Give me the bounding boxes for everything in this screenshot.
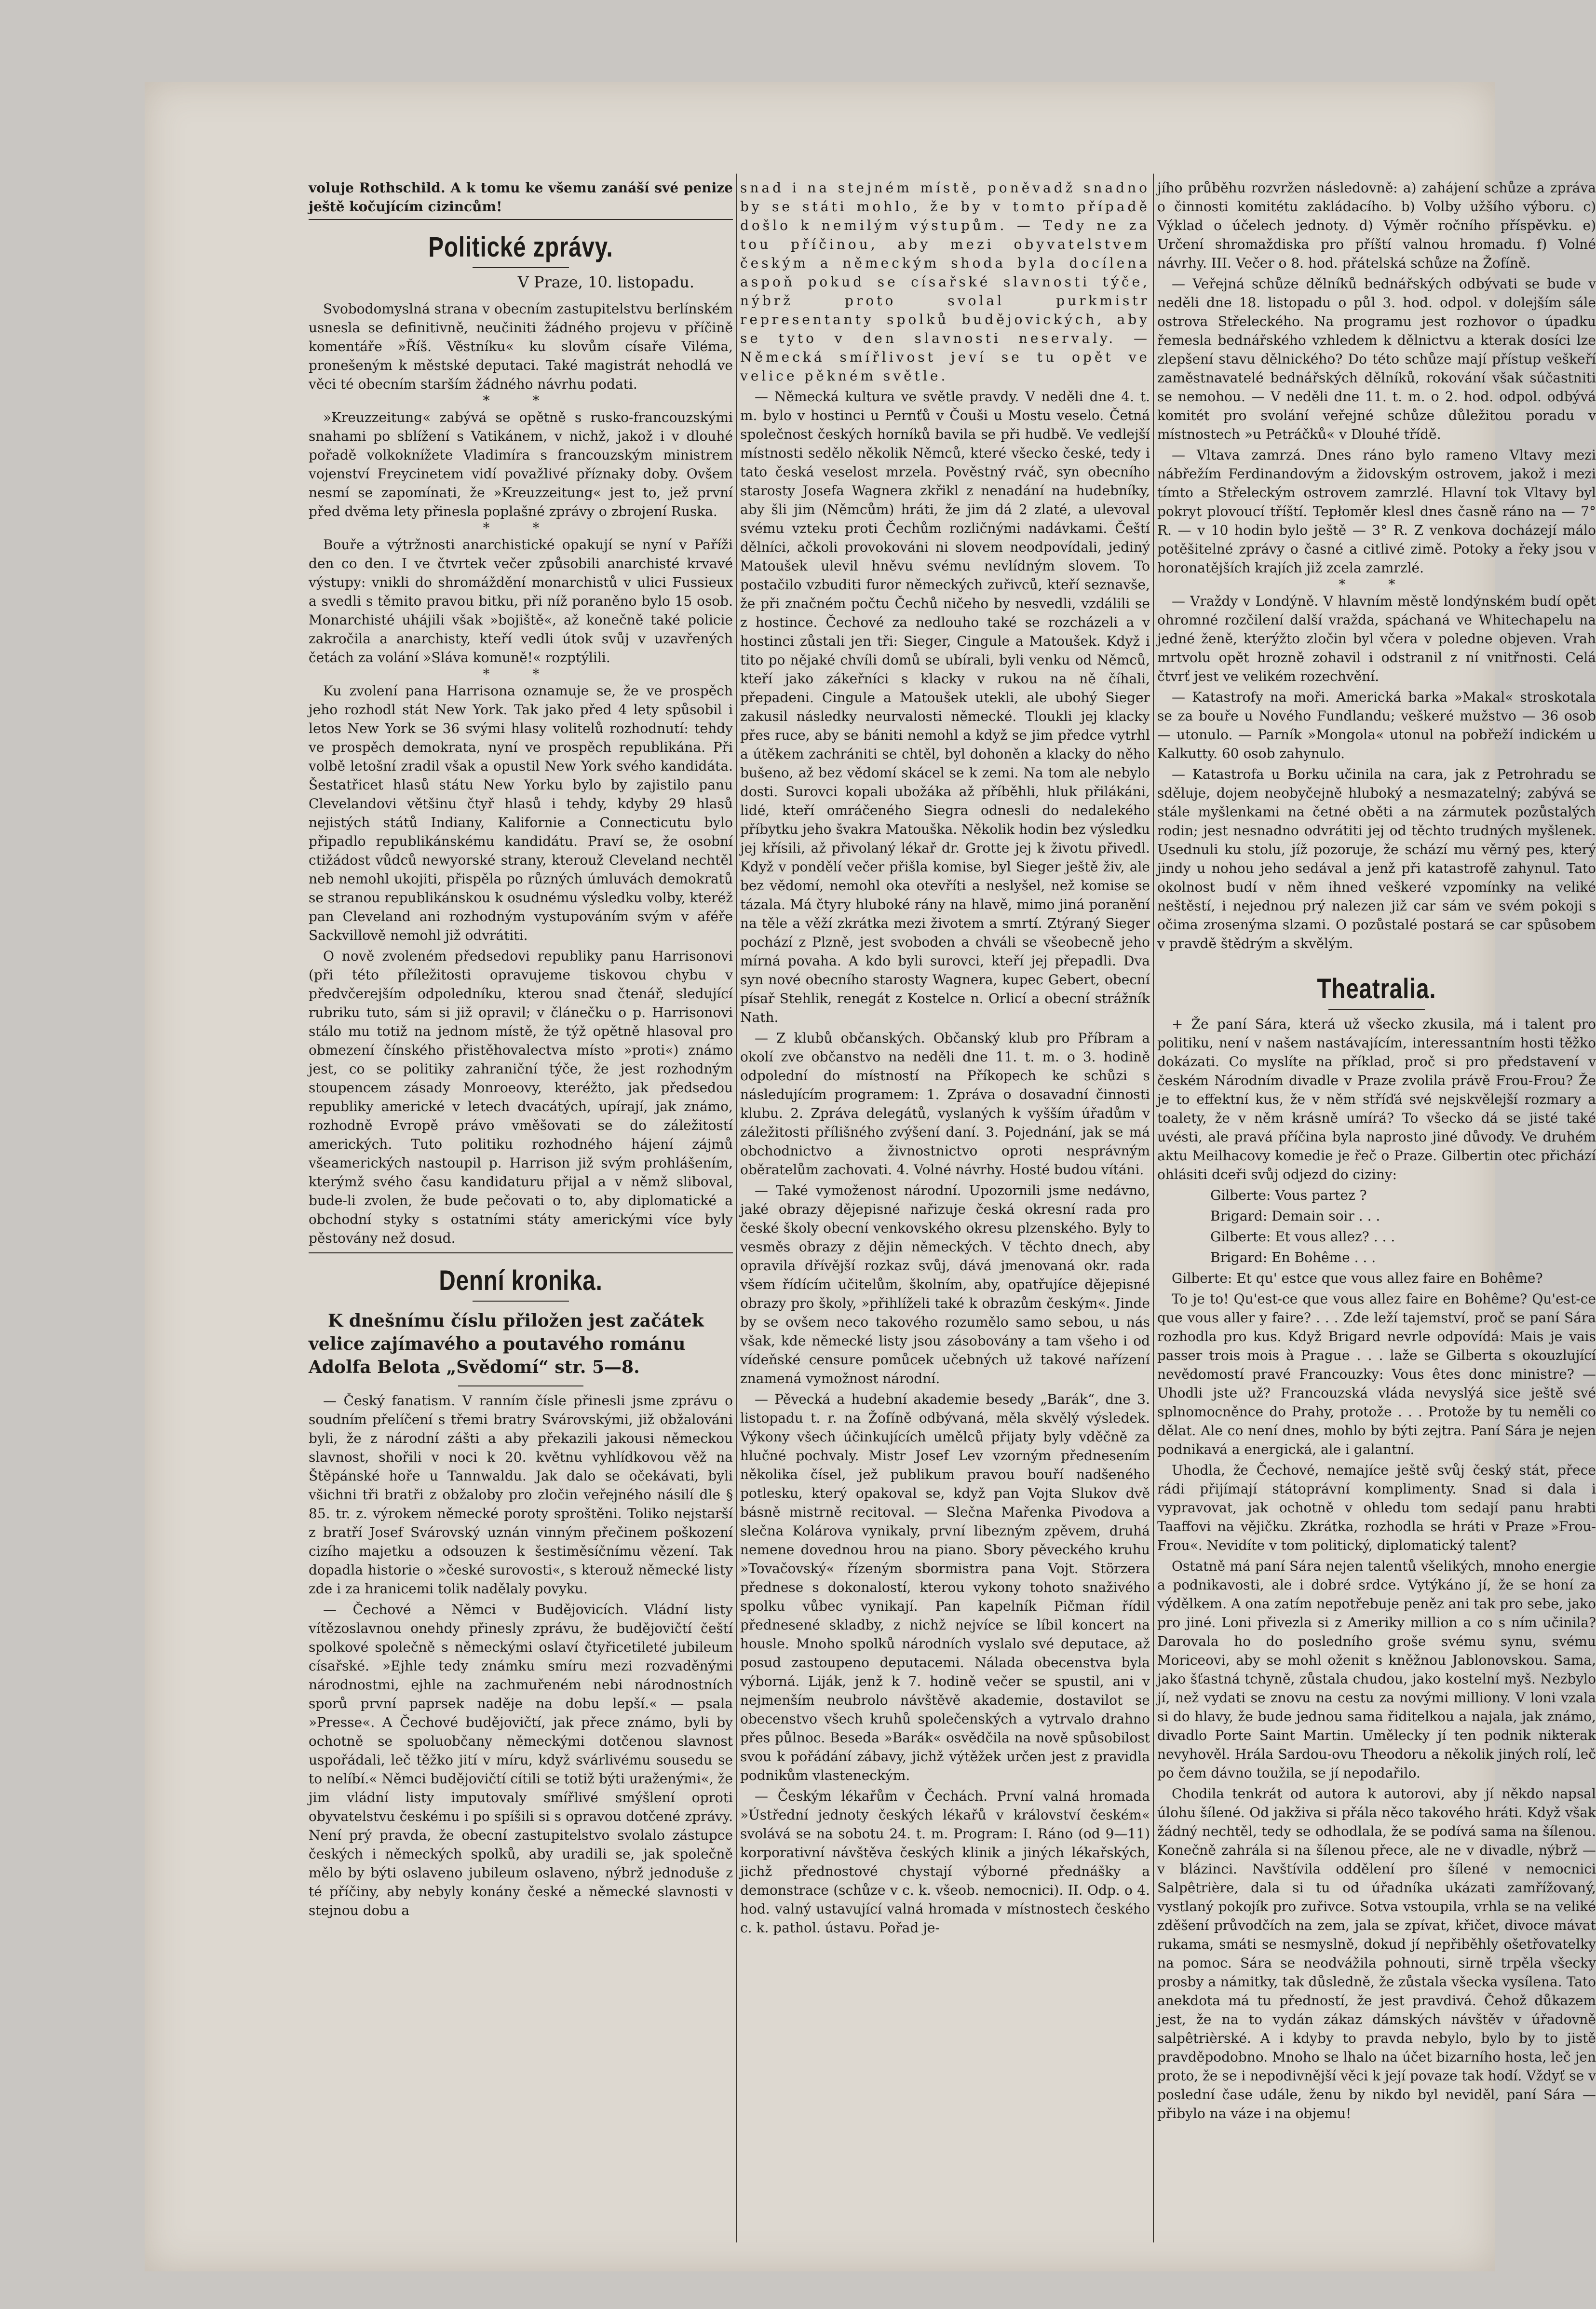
- article-paragraph: — Pěvecká a hudební akademie besedy „Barák“, dne 3. listopadu t. r. na Žofíně odbývaná, měla skvělý výsledek. Výkony všech účinkujících umělců přijaty byly vděčně za hlučné pochvaly. Mistr Josef Lev vzorným přednesením několika čísel, jež publikum pravou bouří nadšeného potlesku, který opakoval se, když pan Vojta Slukov dvě básně mistrně recitoval. — Slečna Mařenka Pivodova a slečna Kolárova vynikaly, první libezným zpěvem, druhá nemene dovednou hrou na piano. Sbory pěveckého kruhu »Tovačovský« řízeným sbormistra pana Vojt. Störzera přednese s dokonalostí, kterou vykony tohoto snaživého spolku vůbec vynikají. Pan kapelník Pičman řídil přednesené skladby, z nichž nejvíce se líbil koncert na housle. Mnoho spolků národních vyslalo své deputace, až posud zastoupeno deputacemi. Nálada obecenstva byla výborná. Liják, jenž k 7. hodině večer se spustil, ani v nejmenším neubrolo návštěvě akademie, dostavilot se obecenstvo všech kruhů společenských a vytrvalo drahno přes půlnoc. Beseda »Barák« osvědčila na nově spůsobilost svou k pořádání zábavy, jichž výtěžek určen jest z pravidla podnikům vlasteneckým.: [740, 1391, 1150, 1783]
- article-paragraph: — Z klubů občanských. Občanský klub pro Příbram a okolí zve občanstvo na neděli dne 11. t. m. o 3. hodině odpolední do místností na Příkopech ke schůzi s následujícím programem: 1. Zpráva o dosavadní činnosti klubu. 2. Zpráva delegátů, vyslaných k vyšším úřadům v záležitosti přílišného zvýšení daní. 3. Pojednání, jak se má obchodnictvo a živnostnictvo oproti nesprávným oběratelům zachovati. 4. Volné návrhy. Hosté budou vítáni.: [740, 1030, 1150, 1178]
- article-paragraph: »Kreuzzeitung« zabývá se opětně s rusko-francouzskými snahami po sblížení s Vatikánem, v nichž, jakož i v dlouhé pořadě volkoknížete Vladimíra s francouzským ministrem vojenství Freycinetem vidí považlivé příznaky doby. Ovšem nesmí se zapomínati, že »Kreuzzeitung« jest to, jež první před dvěma lety přinesla poplašné zprávy o zbrojení Ruska.: [309, 409, 733, 519]
- dialogue-line: Gilberte: Vous partez ?: [1210, 1187, 1367, 1203]
- section-heading-daily: Denní kronika.: [439, 1265, 603, 1296]
- article-paragraph: Uhodla, že Čechové, nemajíce ještě svůj český stát, přece rádi přijímají státoprávní komplimenty. Snad si dala i vypravovat, jak ochotně v ohledu tom sedají panu hrabti Taaffovi na vějičku. Zkrátka, rozhodla se hráti v Praze »Frou-Frou«. Nevidíte v tom politický, diplomatický talent?: [1157, 1462, 1596, 1553]
- supplement-notice: K dnešnímu číslu přiložen jest začátek velice zajímavého a poutavého románu Adolfa Belota „Svědomí“ str. 5—8.: [309, 1311, 704, 1377]
- continuation-text: voluje Rothschild. A k tomu ke všemu zanáší své penize ještě kočujícím cizincům!: [309, 180, 733, 215]
- article-paragraph: Ostatně má paní Sára nejen talentů všelikých, mnoho energie a podnikavosti, ale i dobré srdce. Vytýkáno jí, že se honí za výdělkem. A ona zatím nepotřebuje peněz ani tak pro sebe, jako pro jiné. Loni přivezla si z Ameriky million a co s ním učinila? Darovala ho do posledního groše svému synu, svému Moriceovi, aby se mohl oženit s kněžnou Jablonovskou. Sama, jako šťastná tchyně, zůstala chudou, jako kostelní myš. Nezbylo jí, než vydati se znovu na cestu za novými milliony. V loni vzala si do hlavy, že bude jednou sama řiditelkou a najala, jak známo, divadlo Porte Saint Martin. Umělecky jí ten podnik nikterak nevyhověl. Hrála Sardou-ovu Theodoru a několik jiných rolí, leč po čem dávno toužila, se jí nepodařilo.: [1157, 1558, 1596, 1781]
- newspaper-page: [145, 82, 1596, 2271]
- divider: [473, 1301, 569, 1302]
- dateline: V Praze, 10. listopadu.: [517, 273, 694, 291]
- dialogue-line: Brigard: En Bohême . . .: [1210, 1250, 1376, 1265]
- article-paragraph: + Že paní Sára, která už všecko zkusila, má i talent pro politiku, není v našem nastávajícím, interessantním hosti těžko dokázati. Co myslíte na příklad, proč si pro představení v českém Národním divadle v Praze zvolila právě Frou-Frou? Že je to effektní kus, že v něm stříďá své nejskvělejší rozmary a toalety, že v něm krásně umírá? To všecko dá se jisté také uvésti, ale pravá příčina byla naprosto jiné důvody. Ve druhém aktu Meilhacovy komedie je řeč o Praze. Gilbertin otec přichází ohlásiti dceři svůj odjezd do ciziny:: [1157, 1016, 1596, 1182]
- dialogue-line: Brigard: Demain soir . . .: [1210, 1208, 1380, 1224]
- article-paragraph: O nově zvoleném předsedovi republiky panu Harrisonovi (při této příležitosti opravujeme tiskovou chybu v předvčerejším odpoledníku, kterou snad čtenář, sledující rubriku tuto, sám si již opravil; v článečku o p. Harrisonovi stálo mu totiž na jednom místě, že týž opětně hlasoval pro obmezení čínského přistěhovalectva místo »proti«) známo jest, co se politiky zahraniční týče, že jest rozhodným stoupencem zásady Monroeovy, kteréžto, jak předsedou republiky americké v letech dvacátých, upírají, jak známo, rozhodně Evropě právo vměšovati se do záležitostí amerických. Tuto politiku rozhodného hájení zájmů všeamerických nastoupil p. Harrison již svým prohlášením, kterýmž svého času kandidaturu přijal a v němž sliboval, bude-li zvolen, že bude pečovati o to, aby diplomatické a obchodní styky s ostatními státy americkými více byly pěstovány než dosud.: [309, 948, 733, 1246]
- article-paragraph: — Německá kultura ve světle pravdy. V neděli dne 4. t. m. bylo v hostinci u Pernťů v Čouši u Mostu veselo. Četná společnost českých horníků bavila se při hudbě. Ve vedlejší místnosti sedělo několik Němců, které všecko české, tedy i tato česká veselost mrzela. Pověstný rváč, syn obecního starosty Josefa Wagnera zkřikl z nenadání na hudebníky, aby šli jim (Němcům) hráti, že jim dá 2 zlaté, a ulevoval svému vzteku proti Čechům rozličnými nadávkami. Čeští dělníci, ačkoli provokováni ni slovem neodpovídali, jediný Matoušek ulevil hněvu svému nevlídným slovem. To postačilo vzbuditi furor německých zuřivců, kteří seznavše, že při značném počtu Čechů ničeho by nesvedli, vzdálili se z hostince. Čechové za nedlouho také se rozcházeli a v hostinci zůstali jen tři: Sieger, Cingule a Matoušek. Když i tito po nějaké chvíli domů se ubírali, byli venku od Němců, kteří jako zákeřníci s klacky v rukou na ně číhali, přepadeni. Cingule a Matoušek utekli, ale ubohý Sieger zakusil následky neurvalosti německé. Tloukli jej klacky přes ruce, aby se bániti nemohl a když se jim předce vytrhl a útěkem zachrániti se chtěl, byl dohoněn a klacky do něho bušeno, až bez vědomí skácel se k zemi. Na tom ale nebylo dosti. Surovci kopali ubožáka až příběhli, hluk přilákáni, lidé, kteří omráčeného Siegra odnesli do nedalekého příbytku jeho švakra Matouška. Několik hodin bez výsledku jej křísili, až přivolaný lékař dr. Grotte jej k životu přivedl. Když v pondělí večer přišla komise, byl Sieger ještě živ, ale bez vědomí, nemohl oka otevříti a neslyšel, než komise se tázala. Má čtyry hluboké rány na hlavě, mimo jiná poranění na těle a věží zkrátka mezi životem a smrtí. Ztýraný Sieger pochází z Plzně, jest svoboden a chváli se všeobecně jeho mírná povaha. A kdo byli surovci, kteří jej přepadli. Dva syn nové obecního starosty Wagnera, kupec Gebert, obecní písař Stehlik, renegát z Kostelce n. Orlicí a obecní strážník Nath.: [740, 389, 1150, 1025]
- divider: [309, 219, 733, 220]
- column-rule: [736, 174, 737, 2242]
- section-heading-politics: Politické zprávy.: [428, 231, 613, 263]
- article-paragraph: jího průběhu rozvržen následovně: a) zahájení schůze a zpráva o činnosti komitétu zakládacího. b) Volby užšího výboru. c) Výklad o účelech jednoty. d) Výměr ročního příspěvku. e) Určení shromaždiska pro příští valnou hromadu. f) Volné návrhy. III. Večer o 8. hod. přátelská schůze na Žofíně.: [1157, 180, 1596, 271]
- article-paragraph: — Český fanatism. V ranním čísle přinesli jsme zprávu o soudním přelíčení s třemi bratry Svárovskými, již obžalováni byli, že z národní zášti a aby překazili jakousi německou slavnost, shořili v noci k 20. květnu vyhlídkovou věž na Štěpánské hoře u Tannwaldu. Jak dalo se očekávati, byli všichni tři bratři z obžaloby pro zločin veřejného násilí dle § 85. tr. z. výrokem německé poroty sproštěni. Toliko nejstarší z bratří Josef Svárovský uznán vinným přečinem poškození cizího majetku a odsouzen k šestiměsíčnímu vězení. Tak dopadla historie o »české surovosti«, s kterouž německé listy zde i za hranicemi tolik nadělaly povyku.: [309, 1393, 733, 1597]
- article-paragraph: Svobodomyslná strana v obecním zastupitelstvu berlínském usnesla se definitivně, neučiniti žádného projevu v příčině komentáře »Říš. Věstníku« ku slovům císaře Viléma, pronešeným k městské deputaci. Také magistrát nehodlá ve věci té obecním starším žádného návrhu podati.: [309, 301, 733, 392]
- article-paragraph: — Katastrofa u Borku učinila na cara, jak z Petrohradu se sděluje, dojem neobyčejně hluboký a nesmazatelný; zabývá se stále myšlenkami na četné oběti a na zármutek pozůstalých rodin; jest nesnadno odvrátiti jej od těchto trudných myšlenek. Usednuli ku stolu, jíž pozoruje, že schází mu věrný pes, který jindy u nohou jeho sedával a jenž při katastrofě zahynul. Tato okolnost budí v něm ihned veškeré vzpomínky na veliké neštěstí, i nejednou prý nalezen již car sám ve svém pokoji s očima zrosenýma slzami. O pozůstalé postará se car spůsobem v pravdě štědrým a skvělým.: [1157, 766, 1596, 951]
- dialogue-block: [1157, 1186, 1596, 1267]
- column-1: [309, 178, 733, 2242]
- article-paragraph: Chodila tenkrát od autora k autorovi, aby jí někdo napsal úlohu šílené. Od jakživa si přála něco takového hráti. Když však žádný nechtěl, tedy se odhodlala, že se podívá sama na šílenou. Konečně zahrála si na šílenou přece, ale ne v divadle, nýbrž — v blázinci. Navštívila oddělení pro šílené v nemocnici Salpêtrière, dala si tu od úřadníka ukázati zamřížovaný, vystlaný pokojík pro zuřivce. Sotva vstoupila, vrhla se na veliké zděšení průvodčích na zem, jala se zpívat, křičet, divoce mávat rukama, smáti se nesmyslně, dokud jí nepřiběhly ošetřovatelky na pomoc. Sára se neodvážila pohnouti, sirně trpěla všecky prosby a námitky, tak důsledně, že zůstala všecka vysílena. Tato anekdota má tu předností, že jest pravdivá. Čehož důkazem jest, že na to vydán zákaz dámských návštěv v úřadovně salpêtrièrské. A i kdyby to pravda nebylo, bylo by to jistě pravděpodobno. Mnoho se lhalo na účet bizarního hosta, leč jen proto, že se i nepodivnější věci k její povaze tak hodí. Vždyť se v poslední čase udále, ženu by nikdo byl neviděl, paní Sára — přibylo na váze i na objemu!: [1157, 1786, 1596, 2121]
- divider: [1328, 1009, 1425, 1010]
- article-paragraph: — Čechové a Němci v Budějovicích. Vládní listy vítězoslavnou onehdy přinesly zprávu, že budějovičtí čeští spolkové společně s německými oslaví čtyřicetileté jubileum císařské. »Ejhle tedy známku smíru mezi rozvaděnými národnostmi, ejhle na zachmuřeném nebi národnostních sporů první paprsek naděje na dobu lepší.« — psala »Presse«. A Čechové budějovičtí, jak přece známo, byli by ochotně se spoluobčany německými dotčenou slavnost uspořádali, leč těžko jití v míru, když svárlivému sousedu se to nelíbí.« Němci budějovičtí cítili se totiž býti uraženými«, že jim vládní listy imputovaly smířlivé smýšlení oproti obyvatelstvu českému i po spíšili si s opravou dotčené zprávy. Není prý pravda, že obecní zastupitelstvo svolalo zástupce českých i německých spolků, aby uradili se, jak společně mělo by býti oslaveno jubileum oslaveno, nýbrž jednoduše z té příčiny, aby nebyly konány české a německé slavnosti v stejnou dobu a: [309, 1602, 733, 1918]
- article-paragraph: Bouře a výtržnosti anarchistické opakují se nyní v Paříži den co den. I ve čtvrtek večer způsobili anarchisté krvavé výstupy: vnikli do shromáždění monarchistů v ulici Fussieux a svedli s těmito pravou bitku, při níž poraněno bylo 15 osob. Monarchisté uhájili však »bojiště«, až konečně také policie zakročila a anarchisty, kteří vedli útok svůj v uzavřených četách za volání »Sláva komuně!« rozptýlili.: [309, 537, 733, 666]
- section-heading-theatre: Theatralia.: [1317, 973, 1436, 1005]
- section-separator: * *: [483, 520, 559, 536]
- article-paragraph: Gilberte: Et qu' estce que vous allez faire en Bohême?: [1172, 1270, 1543, 1286]
- divider: [309, 1252, 733, 1253]
- section-separator: * *: [483, 393, 559, 408]
- dialogue-line: Gilberte: Et vous allez? . . .: [1210, 1229, 1395, 1245]
- column-3: [1157, 178, 1596, 2242]
- divider: [458, 1385, 583, 1386]
- column-2: [740, 178, 1150, 2242]
- article-paragraph: — Českým lékařům v Čechách. První valná hromada »Ústřední jednoty českých lékařů v království českém« svolává se na sobotu 24. t. m. Program: I. Ráno (od 9—11) korporativní návštěva českých klinik a jiných lékařských, jichž přednostové chystají výborné přednášky a demonstrace (schůze v c. k. všeob. nemocnici). II. Odp. o 4. hod. valný ustavující valná hromada v místnostech českého c. k. pathol. ústavu. Pořad je-: [740, 1788, 1150, 1936]
- article-paragraph: — Vltava zamrzá. Dnes ráno bylo rameno Vltavy mezi nábřežím Ferdinandovým a židovským ostrovem, jakož i mezi tímto a Střeleckým ostrovem zamrzlé. Hlavní tok Vltavy byl pokryt plovoucí tříští. Tepłoměr klesl dnes časně ráno na — 7° R. — v 10 hodin bylo ještě — 3° R. Z venkova docházejí málo potěšitelné zprávy o časné a citlivé zimě. Potoky a řeky jsou v horonatějších krajích již zcela zamrzlé.: [1157, 447, 1596, 576]
- section-separator: * *: [483, 666, 559, 682]
- article-paragraph: — Katastrofy na moři. Americká barka »Makal« stroskotala se za bouře u Nového Fundlandu; veškeré mužstvo — 36 osob — utonulo. — Parník »Mongola« utonul na pobřeží indickém u Kalkutty. 60 osob zahynulo.: [1157, 689, 1596, 761]
- column-rule: [1153, 174, 1154, 2242]
- article-paragraph: Ku zvolení pana Harrisona oznamuje se, že ve prospěch jeho rozhodl stát New York. Tak jako před 4 lety spůsobil i letos New York se 36 svými hlasy volitelů rozhodnutí: tehdy ve prospěch demokrata, nyní ve prospěch republikána. Při volbě letošní zradil však a opustil New York svého kandidáta. Šestatřicet hlasů státu New Yorku bylo by zajistilo panu Clevelandovi většinu čtyř hlasů i tehdy, kdyby 29 hlasů nejistých států Indiany, Kalifornie a Connecticutu bylo připadlo republikánskému kandidátu. Praví se, že osobní ctižádost vůdců newyorské strany, kterouž Cleveland nechtěl neb nemohl ukojiti, přispěla po různých úmluvách demokratů se stranou republikánskou k osudnému výsledku volby, kteréž pan Cleveland ani rozhodným vystupováním svým v aféře Sackvillově nemohl již odvrátiti.: [309, 683, 733, 943]
- article-paragraph: snad i na stejném místě, poněvadž snadno by se státi mohlo, že by v tomto případě došlo k nemilým výstupům. — Tedy ne za tou příčinou, aby mezi obyvatelstvem českým a německým shoda byla docílena aspoň pokud se císařské slavnosti týče, nýbrž proto svolal purkmistr representanty spolků budějovických, aby se tyto v den slavnosti neservaly. — Německá smířlivost jeví se tu opět ve velice pěkném světle.: [740, 180, 1150, 384]
- article-paragraph: To je to! Qu'est-ce que vous allez faire en Bohême? Qu'est-ce que vous aller y faire? . . . Zde leží tajemství, proč se paní Sára rozhodla pro kus. Když Brigard nevrle odpovídá: Mais je vais passer trois mois à Prague . . . laže se Gilberta s okouzlující nevědomostí pravé Francouzky: Vous êtes donc ministre? — Uhodli jste už? Francouzská vláda nevyslýá sice ještě své splnomocněnce do Prahy, protože . . . Protože by tu neměli co dělat. Ale co není dnes, mohlo by býti zejtra. Paní Sára je nejen podnikavá a energická, ale i galantní.: [1157, 1291, 1596, 1457]
- article-paragraph: — Také vymoženost národní. Upozornili jsme nedávno, jaké obrazy dějepisné nařizuje česká okresní rada pro české školy obecní venkovského okresu plzenského. Byly to vesměs obrazy z dějin německých. V těchto dnech, aby opravila dřívější rozkaz svůj, dává jmenovaná okr. rada všem řídícím učitelům, školním, aby, opatřujíce dějepisné obrazy pro školy, »přihlíželi také k obrazům českým«. Jinde by se ovšem neco takového rozumělo samo sebou, u nás však, kde německé listy jsou zásobovány a tam všeho i od vídeňské censure pomůcek učebných už takové nařízení znamená vymožnost národní.: [740, 1182, 1150, 1386]
- section-separator: * *: [1339, 576, 1415, 592]
- article-paragraph: — Veřejná schůze dělníků bednářských odbývati se bude v neděli dne 18. listopadu o půl 3. hod. odpol. v dolejším sále ostrova Střeleckého. Na programu jest rozhovor o úpadku řemesla bednářského vzhledem k dělnictvu a kterak dosíci lze zlepšení stavu dělnického? Do této schůze mají přístup veškeří zaměstnavatelé bednářských dělníků, rokování však súčastniti se nemohou. — V neděli dne 11. t. m. o 2. hod. odpol. odbývá komitét pro svolání veřejné schůze důležitou poradu v místnostech »u Petráčků« v Dlouhé třídě.: [1157, 276, 1596, 442]
- divider: [473, 267, 569, 268]
- article-paragraph: — Vraždy v Londýně. V hlavním městě londýnském budí opět ohromné rozčilení další vražda, spáchaná ve Whitechapelu na jedné ženě, kterýžto zločin byl včera v poledne objeven. Vrah mrtvolu opět hrozně zohavil i odstranil z ní vnitřnosti. Celá čtvrť jest ve velikém rozechvění.: [1157, 593, 1596, 684]
